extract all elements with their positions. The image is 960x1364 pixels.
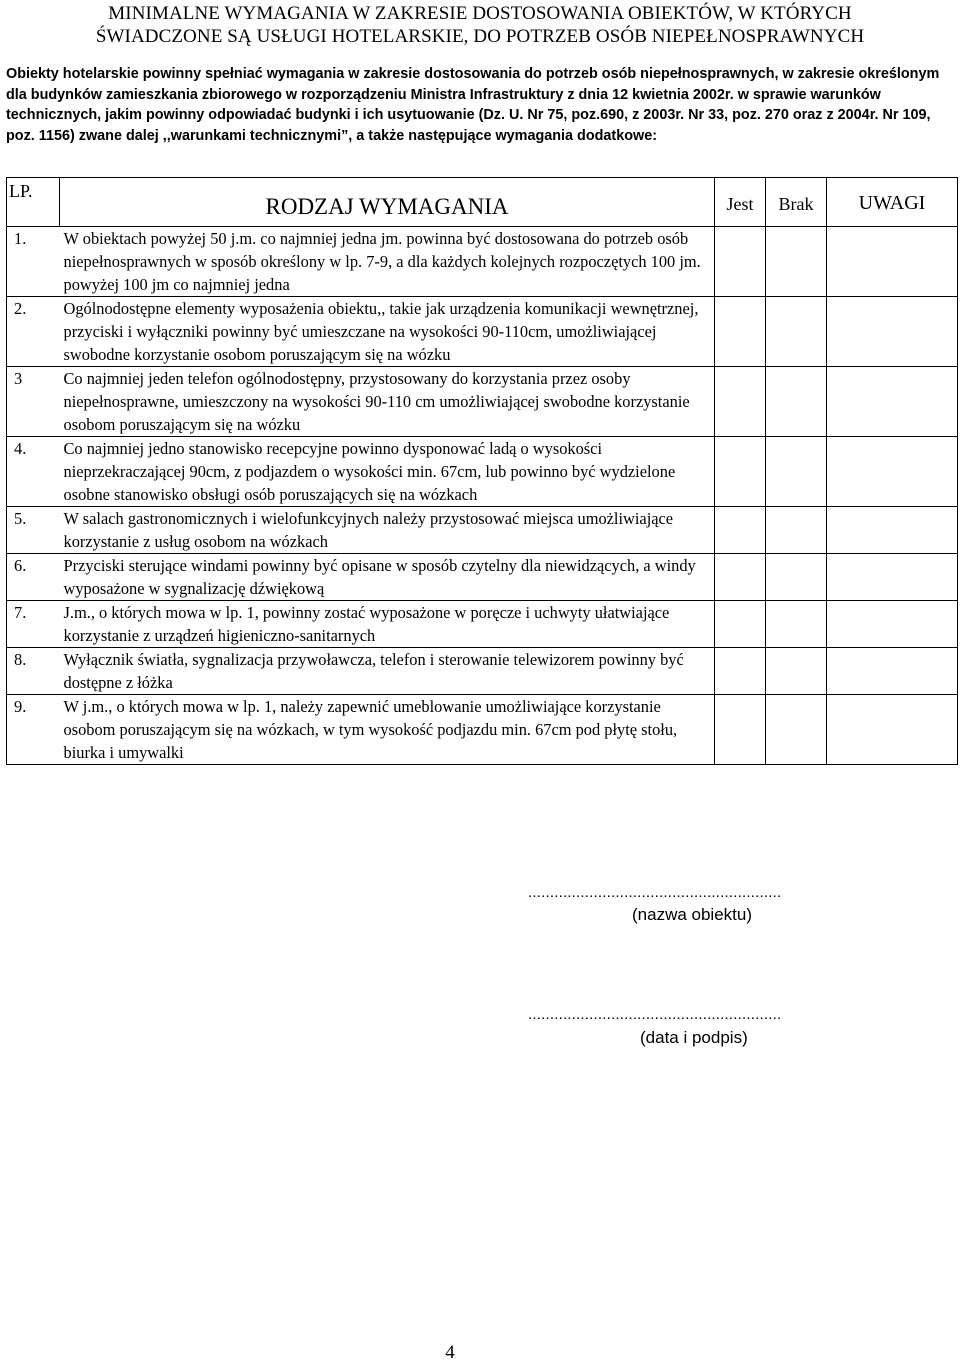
table-row (7, 367, 958, 437)
brak-cell[interactable] (766, 297, 827, 367)
row-requirement: Co najmniej jedno stanowisko recepcyjne powinno dysponować ladą o wysokości nieprzekraczającej 90cm, z podjazdem o wysokości min. 67cm, lub powinno być wydzielone osobne stanowisko obsługi osób poruszających się na wózkach (60, 437, 715, 507)
table-header-row (7, 178, 958, 227)
brak-cell[interactable] (766, 437, 827, 507)
row-number: 2. (7, 297, 60, 367)
brak-cell[interactable] (766, 507, 827, 554)
brak-cell[interactable] (766, 227, 827, 297)
requirements-table (6, 177, 958, 765)
uwagi-cell[interactable] (827, 554, 958, 601)
row-requirement: Co najmniej jeden telefon ogólnodostępny, przystosowany do korzystania przez osoby niepełnosprawne, umieszczony na wysokości 90-110 cm umożliwiającej swobodne korzystanie osobom poruszającym się na wózku (60, 367, 715, 437)
brak-cell[interactable] (766, 648, 827, 695)
uwagi-cell[interactable] (827, 695, 958, 765)
header-rodzaj: RODZAJ WYMAGANIA (60, 178, 715, 227)
jest-cell[interactable] (715, 297, 766, 367)
table-row (7, 297, 958, 367)
brak-cell[interactable] (766, 695, 827, 765)
title-line-2: ŚWIADCZONE SĄ USŁUGI HOTELARSKIE, DO POTRZEB OSÓB NIEPEŁNOSPRAWNYCH (95, 26, 865, 47)
header-jest: Jest (715, 178, 766, 227)
jest-cell[interactable] (715, 507, 766, 554)
object-name-label: (nazwa obiektu) (632, 905, 753, 924)
row-requirement: Ogólnodostępne elementy wyposażenia obiektu,, takie jak urządzenia komunikacji wewnętrznej, przyciski i wyłączniki powinny być umieszczane na wysokości 90-110cm, umożliwiającej swobodne korzystanie osobom poruszającym się na wózku (60, 297, 715, 367)
page-number: 4 (445, 1342, 455, 1363)
row-requirement: Przyciski sterujące windami powinny być opisane w sposób czytelny dla niewidzących, a windy wyposażone w sygnalizację dźwiękową (60, 554, 715, 601)
uwagi-cell[interactable] (827, 367, 958, 437)
title-line-1: MINIMALNE WYMAGANIA W ZAKRESIE DOSTOSOWANIA OBIEKTÓW, W KTÓRYCH (108, 3, 852, 24)
row-number: 6. (7, 554, 60, 601)
jest-cell[interactable] (715, 554, 766, 601)
table-row (7, 437, 958, 507)
row-number: 3 (7, 367, 60, 437)
uwagi-cell[interactable] (827, 297, 958, 367)
brak-cell[interactable] (766, 367, 827, 437)
date-signature-line[interactable]: .......................................................... (528, 1006, 782, 1023)
row-number: 1. (7, 227, 60, 297)
table-row (7, 227, 958, 297)
row-requirement: J.m., o których mowa w lp. 1, powinny zostać wyposażone w poręcze i uchwyty ułatwiające korzystanie z urządzeń higieniczno-sanitarnych (60, 601, 715, 648)
date-signature-label: (data i podpis) (640, 1028, 748, 1047)
brak-cell[interactable] (766, 554, 827, 601)
header-uwagi: UWAGI (827, 178, 958, 227)
row-requirement: W salach gastronomicznych i wielofunkcyjnych należy przystosować miejsca umożliwiające korzystanie z usług osobom na wózkach (60, 507, 715, 554)
jest-cell[interactable] (715, 437, 766, 507)
intro-paragraph: Obiekty hotelarskie powinny spełniać wymagania w zakresie dostosowania do potrzeb osób niepełnosprawnych, w zakresie określonym dla budynków zamieszkania zbiorowego w rozporządzeniu Ministra Infrastruktury z dnia 12 kwietnia 2002r. w sprawie warunków technicznych, jakim powinny odpowiadać budynki i ich usytuowanie (Dz. U. Nr 75, poz.690, z 2003r. Nr 33, poz. 270 oraz z 2004r. Nr 109, poz. 1156) zwane dalej ,,warunkami technicznymi”, a także następujące wymagania dodatkowe: (6, 66, 940, 144)
table-row (7, 601, 958, 648)
uwagi-cell[interactable] (827, 507, 958, 554)
row-number: 4. (7, 437, 60, 507)
row-number: 8. (7, 648, 60, 695)
uwagi-cell[interactable] (827, 437, 958, 507)
row-requirement: Wyłącznik światła, sygnalizacja przywoławcza, telefon i sterowanie telewizorem powinny być dostępne z łóżka (60, 648, 715, 695)
jest-cell[interactable] (715, 648, 766, 695)
uwagi-cell[interactable] (827, 227, 958, 297)
jest-cell[interactable] (715, 367, 766, 437)
table-row (7, 554, 958, 601)
uwagi-cell[interactable] (827, 601, 958, 648)
jest-cell[interactable] (715, 601, 766, 648)
page-title (0, 2, 960, 48)
uwagi-cell[interactable] (827, 648, 958, 695)
table-row (7, 507, 958, 554)
jest-cell[interactable] (715, 695, 766, 765)
table-row (7, 695, 958, 765)
jest-cell[interactable] (715, 227, 766, 297)
header-lp: LP. (7, 178, 60, 227)
row-number: 5. (7, 507, 60, 554)
header-brak: Brak (766, 178, 827, 227)
row-number: 9. (7, 695, 60, 765)
row-requirement: W j.m., o których mowa w lp. 1, należy zapewnić umeblowanie umożliwiające korzystanie osobom poruszającym się na wózkach, w tym wysokość podjazdu min. 67cm pod płytę stołu, biurka i umywalki (60, 695, 715, 765)
table-row (7, 648, 958, 695)
brak-cell[interactable] (766, 601, 827, 648)
row-requirement: W obiektach powyżej 50 j.m. co najmniej jedna jm. powinna być dostosowana do potrzeb osób niepełnosprawnych w sposób określony w lp. 7-9, a dla każdych kolejnych rozpoczętych 100 jm. powyżej 100 jm co najmniej jedna (60, 227, 715, 297)
row-number: 7. (7, 601, 60, 648)
object-name-line[interactable]: .......................................................... (528, 884, 782, 901)
